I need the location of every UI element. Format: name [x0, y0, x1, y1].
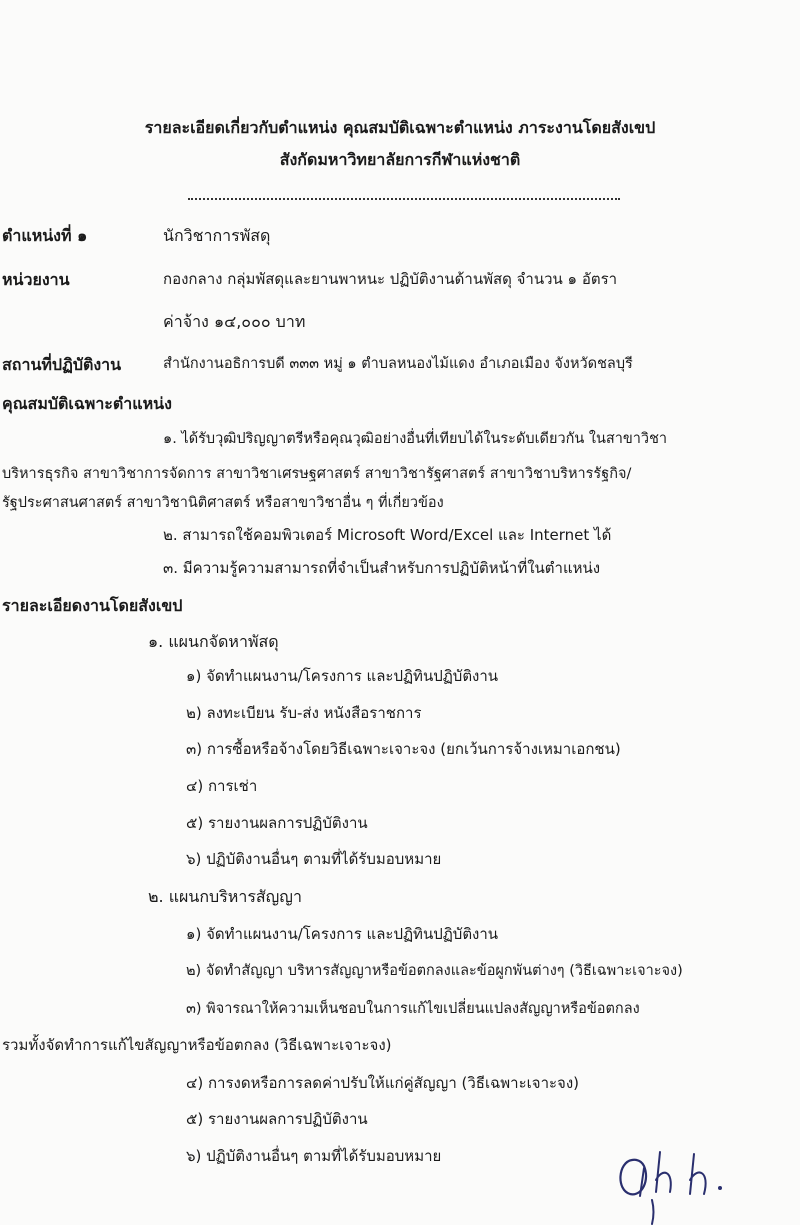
list-item: ๓) การซื้อหรือจ้างโดยวิธีเฉพาะเจาะจง (ยกเว้นการจ้างเหมาเอกชน) [186, 740, 621, 758]
qualification-2: ๒. สามารถใช้คอมพิวเตอร์ Microsoft Word/Excel และ Internet ได้ [163, 526, 612, 544]
unit-label: หน่วยงาน [2, 270, 70, 289]
title-line-2: สังกัดมหาวิทยาลัยการกีฬาแห่งชาติ [279, 150, 521, 169]
list-item: ๖) ปฏิบัติงานอื่นๆ ตามที่ได้รับมอบหมาย [186, 850, 442, 868]
list-item: ๖) ปฏิบัติงานอื่นๆ ตามที่ได้รับมอบหมาย [186, 1147, 442, 1165]
list-item: ๔) การงดหรือการลดค่าปรับให้แก่คู่สัญญา (วิธีเฉพาะเจาะจง) [186, 1074, 580, 1092]
duties-section-2-title: ๒. แผนกบริหารสัญญา [148, 887, 302, 906]
list-item: ๒) ลงทะเบียน รับ-ส่ง หนังสือราชการ [186, 704, 422, 722]
qualifications-heading: คุณสมบัติเฉพาะตำแหน่ง [2, 394, 172, 413]
qualification-1-line-2: บริหารธุรกิจ สาขาวิชาการจัดการ สาขาวิชาเศรษฐศาสตร์ สาขาวิชารัฐศาสตร์ สาขาวิชาบริหารรัฐกิจ/ [2, 466, 632, 482]
list-item: ๓) พิจารณาให้ความเห็นชอบในการแก้ไขเปลี่ยนแปลงสัญญาหรือข้อตกลง [186, 1001, 640, 1017]
list-item: ๑) จัดทำแผนงาน/โครงการ และปฏิทินปฏิบัติงาน [186, 667, 499, 685]
list-item: ๒) จัดทำสัญญา บริหารสัญญาหรือข้อตกลงและข้อผูกพันต่างๆ (วิธีเฉพาะเจาะจง) [186, 963, 683, 979]
list-item: ๑) จัดทำแผนงาน/โครงการ และปฏิทินปฏิบัติงาน [186, 925, 499, 943]
list-item: ๕) รายงานผลการปฏิบัติงาน [186, 814, 368, 832]
unit-value: กองกลาง กลุ่มพัสดุและยานพาหนะ ปฏิบัติงานด้านพัสดุ จำนวน ๑ อัตรา [163, 270, 618, 288]
position-value: นักวิชาการพัสดุ [163, 226, 271, 245]
qualification-1-line-1: ๑. ได้รับวุฒิปริญญาตรีหรือคุณวุฒิอย่างอื่นที่เทียบได้ในระดับเดียวกัน ในสาขาวิชา [163, 431, 668, 447]
workplace-value: สำนักงานอธิการบดี ๓๓๓ หมู่ ๑ ตำบลหนองไม้แดง อำเภอเมือง จังหวัดชลบุรี [163, 356, 633, 372]
duties-heading: รายละเอียดงานโดยสังเขป [2, 596, 183, 615]
title-line-1: รายละเอียดเกี่ยวกับตำแหน่ง คุณสมบัติเฉพาะตำแหน่ง ภาระงานโดยสังเขป [144, 118, 656, 137]
unit-wage: ค่าจ้าง ๑๔,๐๐๐ บาท [163, 312, 306, 331]
workplace-label: สถานที่ปฏิบัติงาน [2, 355, 122, 374]
position-label: ตำแหน่งที่ ๑ [2, 226, 88, 245]
qualification-1-line-3: รัฐประศาสนศาสตร์ สาขาวิชานิติศาสตร์ หรือสาขาวิชาอื่น ๆ ที่เกี่ยวข้อง [2, 495, 444, 511]
list-item-continuation: รวมทั้งจัดทำการแก้ไขสัญญาหรือข้อตกลง (วิธีเฉพาะเจาะจง) [2, 1036, 392, 1054]
list-item: ๔) การเช่า [186, 777, 258, 795]
signature [610, 1130, 760, 1225]
duties-section-1-title: ๑. แผนกจัดหาพัสดุ [148, 632, 279, 651]
list-item: ๕) รายงานผลการปฏิบัติงาน [186, 1110, 368, 1128]
dotted-divider [188, 198, 620, 200]
qualification-3: ๓. มีความรู้ความสามารถที่จำเป็นสำหรับการปฏิบัติหน้าที่ในตำแหน่ง [163, 559, 601, 577]
